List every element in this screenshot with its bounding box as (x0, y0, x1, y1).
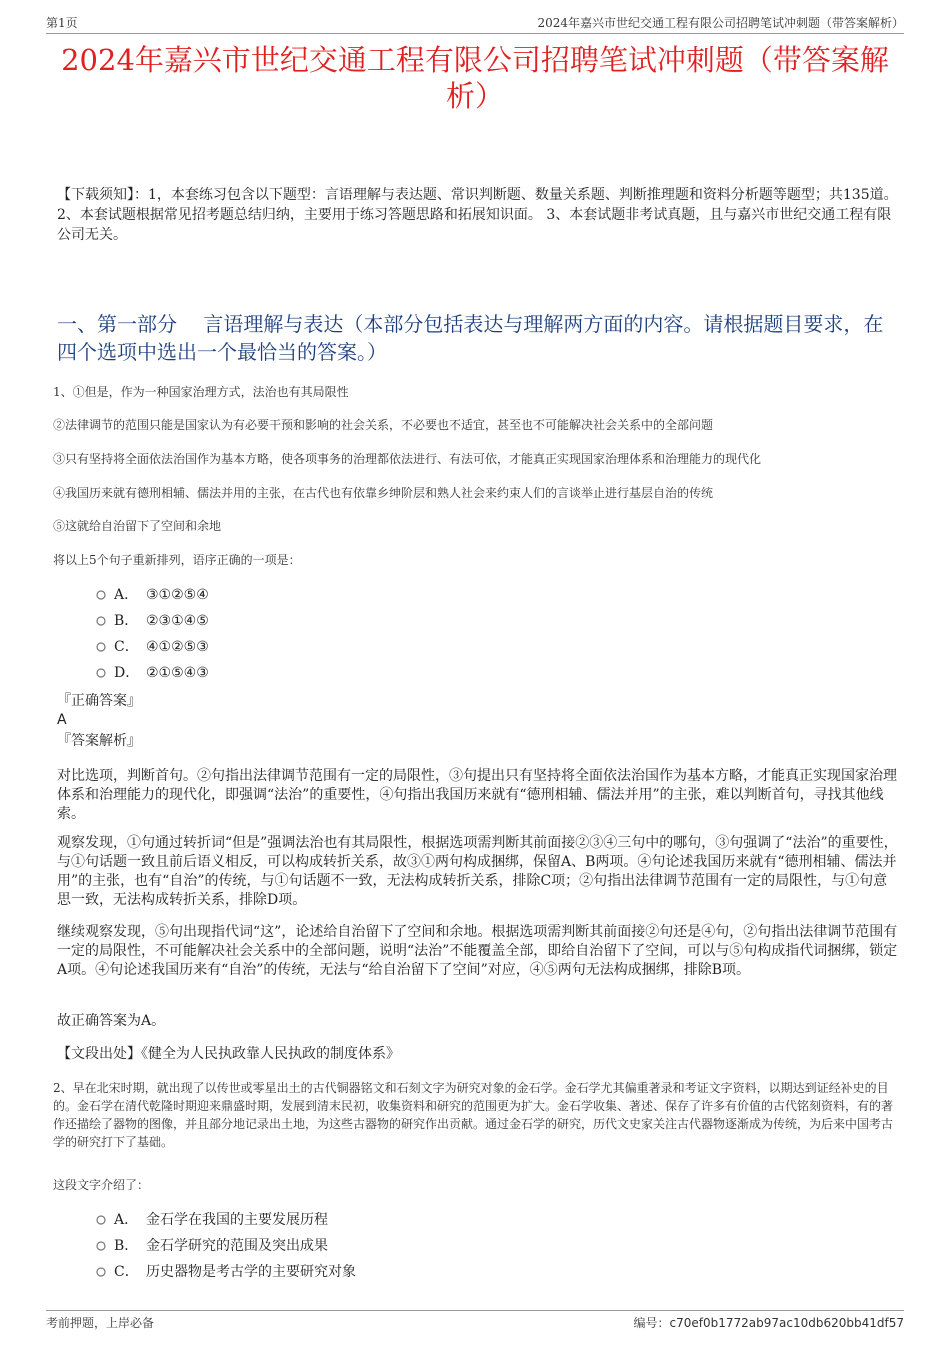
q1-option-c[interactable] (96, 637, 209, 657)
q2-option-a-text: 金石学在我国的主要发展历程 (146, 1212, 328, 1228)
q1-option-b[interactable] (96, 611, 209, 631)
q2-option-c-letter: C． (114, 1264, 139, 1280)
q2-prompt: 这段文字介绍了： (53, 1178, 150, 1192)
answer-analysis-label: 『答案解析』 (57, 733, 141, 749)
footer-divider (46, 1310, 904, 1311)
download-notice: 【下载须知】：1，本套练习包含以下题型：言语理解与表达题、常识判断题、数量关系题、判断推理题和资料分析题等题型；共135道。 2、本套试题根据常见招考题总结归纳，主要用于练习答题思路和拓展知识面。 3、本套试题非考试真题，且与嘉兴市世纪交通工程有限公司无关。 (57, 187, 898, 243)
q1-sentence-4: ④我国历来就有德刑相辅、儒法并用的主张，在古代也有依靠乡绅阶层和熟人社会来约束人们的言谈举止进行基层自治的传统 (53, 486, 714, 500)
page-number: 第1页 (46, 16, 78, 30)
radio-icon[interactable] (96, 616, 106, 626)
q1-stem: 1、①但是，作为一种国家治理方式，法治也有其局限性 (53, 385, 349, 399)
q2-option-c[interactable] (96, 1262, 356, 1282)
section-heading: 一、第一部分 言语理解与表达（本部分包括表达与理解两方面的内容。请根据题目要求，在四个选项中选出一个最恰当的答案。） (57, 312, 884, 364)
source-citation: 【文段出处】《健全为人民执政靠人民执政的制度体系》 (57, 1046, 400, 1062)
footer-code-label: 编号： (633, 1316, 670, 1330)
footer-slogan: 考前押题，上岸必备 (46, 1316, 155, 1330)
footer-code-value: c70ef0b1772ab97ac10db620bb41df57 (669, 1316, 904, 1330)
document-title: 2024年嘉兴市世纪交通工程有限公司招聘笔试冲刺题（带答案解析） (61, 43, 889, 113)
analysis-paragraph-2: 观察发现，①句通过转折词“但是”强调法治也有其局限性，根据选项需判断其前面接②③④三句中的哪句，③句强调了“法治”的重要性，与①句话题一致且前后语义相反，可以构成转折关系，故③①两句构成捆绑，保留A、B两项。④句论述我国历来就有“德刑相辅、儒法并用”的主张，也有“自治”的传统，与①句话题不一致，无法构成转折关系，排除C项；②句指出法律调节范围有一定的局限性，与①句意思一致，无法构成转折关系，排除D项。 (57, 835, 898, 908)
q1-option-a[interactable] (96, 585, 209, 605)
q2-option-c-text: 历史器物是考古学的主要研究对象 (146, 1264, 356, 1280)
q1-option-d[interactable] (96, 663, 209, 683)
radio-icon[interactable] (96, 642, 106, 652)
radio-icon[interactable] (96, 1241, 106, 1251)
correct-answer-label: 『正确答案』 (57, 693, 141, 709)
radio-icon[interactable] (96, 668, 106, 678)
q1-option-b-text: ②③①④⑤ (146, 613, 209, 629)
radio-icon[interactable] (96, 1267, 106, 1277)
q2-stem: 2、早在北宋时期，就出现了以传世或零星出土的古代铜器铭文和石刻文字为研究对象的金石学。金石学尤其偏重著录和考证文字资料，以期达到证经补史的目的。金石学在清代乾隆时期迎来鼎盛时期，发展到清末民初，收集资料和研究的范围更为扩大。金石学收集、著述、保存了许多有价值的古代铭刻资料，有的著作还描绘了器物的图像，并且部分地记录出土地，为这些古器物的研究作出贡献。通过金石学的研究，历代文史家关注古代器物逐渐成为传统，为后来中国考古学的研究打下了基础。 (53, 1081, 894, 1149)
q1-option-d-letter: D． (114, 665, 140, 681)
q1-option-a-text: ③①②⑤④ (146, 587, 209, 603)
q2-option-b[interactable] (96, 1236, 328, 1256)
q1-option-b-letter: B． (114, 613, 139, 629)
radio-icon[interactable] (96, 1215, 106, 1225)
q1-sentence-2: ②法律调节的范围只能是国家认为有必要干预和影响的社会关系，不必要也不适宜，甚至也不可能解决社会关系中的全部问题 (53, 418, 714, 432)
footer-code (634, 1314, 905, 1331)
analysis-paragraph-1: 对比选项，判断首句。②句指出法律调节范围有一定的局限性，③句提出只有坚持将全面依法治国作为基本方略，才能真正实现国家治理体系和治理能力的现代化，即强调“法治”的重要性，④句指出我国历来就有“德刑相辅、儒法并用”的主张，难以判断首句，寻找其他线索。 (57, 768, 897, 822)
q2-option-a-letter: A． (114, 1212, 139, 1228)
q2-option-b-letter: B． (114, 1238, 139, 1254)
analysis-conclusion: 故正确答案为A。 (57, 1013, 166, 1029)
q1-option-d-text: ②①⑤④③ (146, 665, 209, 681)
q1-option-c-letter: C． (114, 639, 139, 655)
analysis-paragraph-3: 继续观察发现，⑤句出现指代词“这”，论述给自治留下了空间和余地。根据选项需判断其前面接②句还是④句，②句指出法律调节范围有一定的局限性，不可能解决社会关系中的全部问题，说明“法治”不能覆盖全部，即给自治留下了空间，可以与⑤句构成指代词捆绑，锁定A项。④句论述我国历来有“自治”的传统，无法与“给自治留下了空间”对应，④⑤两句无法构成捆绑，排除B项。 (57, 924, 898, 978)
correct-answer-value: A (57, 712, 67, 728)
q1-sentence-5: ⑤这就给自治留下了空间和余地 (53, 519, 222, 533)
q1-sentence-3: ③只有坚持将全面依法治国作为基本方略，使各项事务的治理都依法进行、有法可依，才能真正实现国家治理体系和治理能力的现代化 (53, 452, 762, 466)
q1-option-c-text: ④①②⑤③ (146, 639, 209, 655)
q2-option-a[interactable] (96, 1210, 328, 1230)
q1-option-a-letter: A． (114, 587, 139, 603)
header-doc-title: 2024年嘉兴市世纪交通工程有限公司招聘笔试冲刺题（带答案解析） (537, 16, 904, 30)
radio-icon[interactable] (96, 590, 106, 600)
page-footer (46, 1314, 904, 1332)
q1-prompt: 将以上5个句子重新排列，语序正确的一项是： (53, 553, 301, 567)
page-header (46, 14, 904, 32)
header-divider (46, 33, 904, 34)
q2-option-b-text: 金石学研究的范围及突出成果 (146, 1238, 328, 1254)
